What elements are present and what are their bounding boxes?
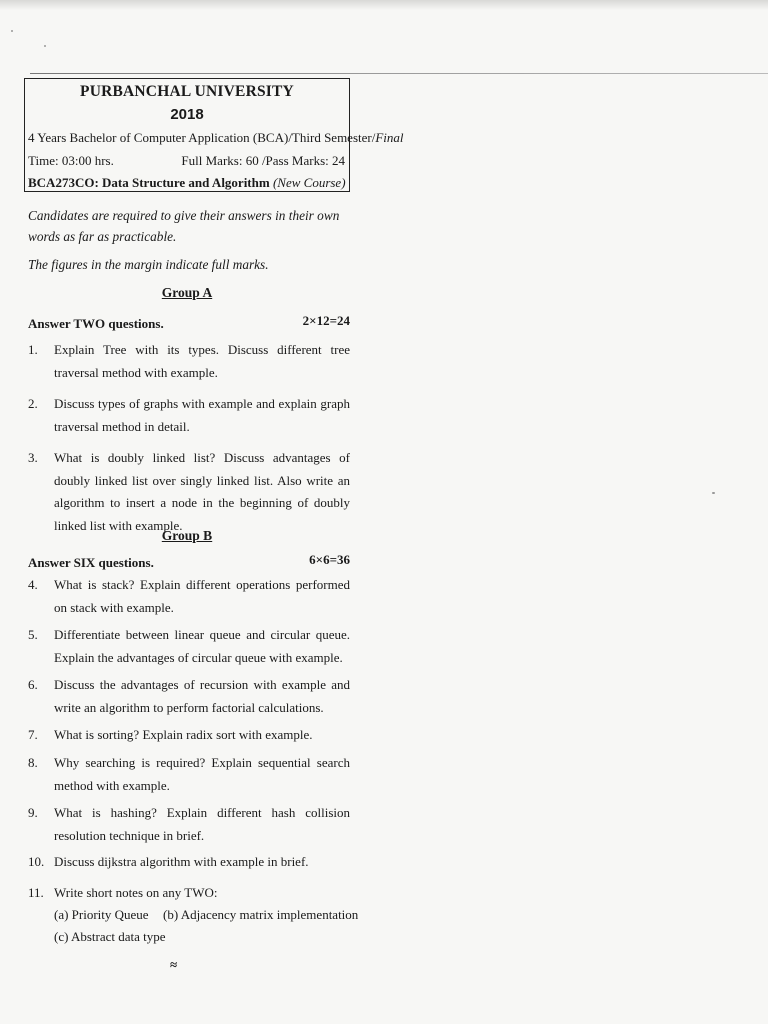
university-name: PURBANCHAL UNIVERSITY bbox=[80, 83, 294, 100]
group-b-marks: 6×6=36 bbox=[309, 552, 350, 567]
question-text: Discuss the advantages of recursion with example and write an algorithm to perform factorial calculations. bbox=[54, 677, 350, 715]
question-number: 8. bbox=[28, 755, 38, 770]
header-box bbox=[24, 78, 404, 192]
question-number: 3. bbox=[28, 450, 38, 465]
program-main: 4 Years Bachelor of Computer Application (BCA)/Third Semester/ bbox=[28, 130, 376, 145]
question-text: Write short notes on any TWO: bbox=[54, 885, 218, 900]
question-2 bbox=[28, 393, 350, 438]
question-1 bbox=[28, 339, 350, 384]
course-code: BCA273CO: Data Structure and Algorithm bbox=[28, 175, 270, 190]
question-number: 4. bbox=[28, 577, 38, 592]
question-number: 7. bbox=[28, 727, 38, 742]
instruction-marks: The figures in the margin indicate full marks. bbox=[28, 257, 269, 272]
question-5 bbox=[28, 624, 350, 669]
question-text: Differentiate between linear queue and circular queue. Explain the advantages of circular queue with example. bbox=[54, 627, 350, 665]
question-4 bbox=[28, 574, 350, 619]
time-line: Time: 03:00 hrs. bbox=[28, 153, 114, 168]
question-7 bbox=[28, 724, 350, 747]
group-b-title: Group B bbox=[161, 528, 213, 543]
question-text: What is stack? Explain different operations performed on stack with example. bbox=[54, 577, 350, 615]
question-8 bbox=[28, 752, 350, 797]
group-b-instruction: Answer SIX questions. bbox=[28, 555, 154, 570]
question-text: What is sorting? Explain radix sort with example. bbox=[54, 727, 313, 742]
exam-year: 2018 bbox=[170, 106, 204, 123]
group-a-instruction: Answer TWO questions. bbox=[28, 316, 164, 331]
question-number: 10. bbox=[28, 854, 45, 869]
program-final: Final bbox=[375, 130, 404, 145]
question-number: 11. bbox=[28, 885, 44, 900]
question-text: Why searching is required? Explain sequential search method with example. bbox=[54, 755, 350, 793]
course-note: (New Course) bbox=[272, 175, 346, 190]
program-line bbox=[28, 130, 404, 146]
question-6 bbox=[28, 674, 350, 719]
question-10 bbox=[28, 851, 350, 874]
question-text: What is doubly linked list? Discuss advantages of doubly linked list over singly linked list. Also write an algorithm to insert a node in the beginning of doubly linked list with example. bbox=[54, 450, 350, 533]
group-a-title: Group A bbox=[161, 285, 213, 300]
short-note-a: (a) Priority Queue bbox=[54, 907, 149, 922]
question-11 bbox=[28, 882, 350, 905]
question-number: 1. bbox=[28, 342, 38, 357]
question-number: 5. bbox=[28, 627, 38, 642]
course-line bbox=[28, 175, 346, 191]
instruction-candidates: Candidates are required to give their answers in their own words as far as practicable. bbox=[28, 208, 340, 244]
short-note-b: (b) Adjacency matrix implementation bbox=[163, 907, 359, 922]
group-a-marks: 2×12=24 bbox=[302, 313, 350, 328]
question-number: 6. bbox=[28, 677, 38, 692]
question-number: 9. bbox=[28, 805, 38, 820]
question-text: What is hashing? Explain different hash collision resolution technique in brief. bbox=[54, 805, 350, 843]
question-number: 2. bbox=[28, 396, 38, 411]
question-9 bbox=[28, 802, 350, 847]
question-text: Explain Tree with its types. Discuss different tree traversal method with example. bbox=[54, 342, 350, 380]
marks-line: Full Marks: 60 /Pass Marks: 24 bbox=[181, 153, 345, 168]
page-mark: ≈ bbox=[170, 957, 177, 972]
short-note-c: (c) Abstract data type bbox=[54, 929, 166, 944]
question-text: Discuss dijkstra algorithm with example in brief. bbox=[54, 854, 309, 869]
question-text: Discuss types of graphs with example and explain graph traversal method in detail. bbox=[54, 396, 350, 434]
question-3 bbox=[28, 447, 350, 537]
